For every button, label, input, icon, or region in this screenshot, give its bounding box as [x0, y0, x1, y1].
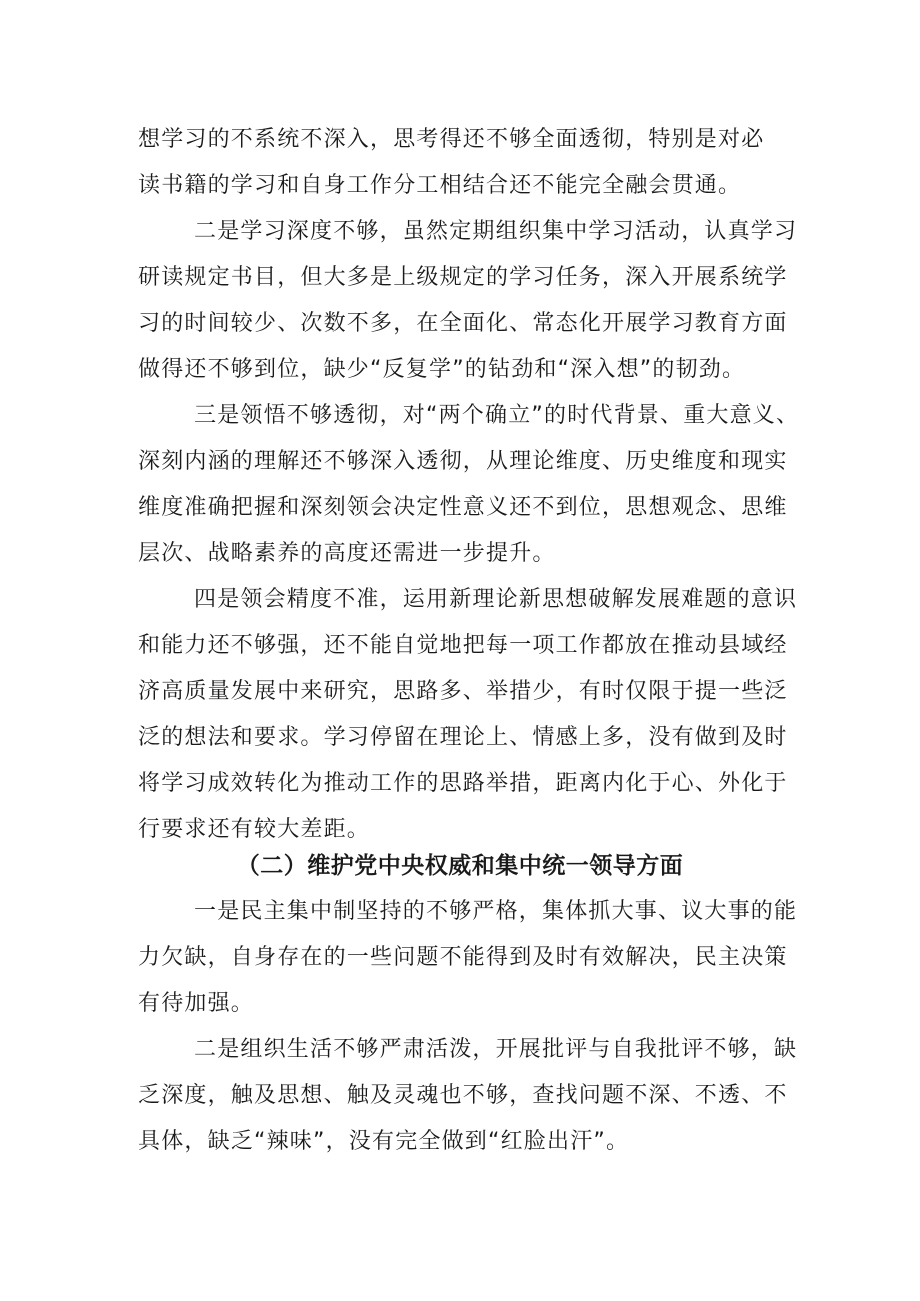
paragraph-1-line-2: 读书籍的学习和自身工作分工相结合还不能完全融会贯通。 [138, 173, 742, 198]
paragraph-3-line-2: 深刻内涵的理解还不够深入透彻，从理论维度、历史维度和现实 [138, 449, 788, 474]
paragraph-4-line-4: 泛的想法和要求。学习停留在理论上、情感上多，没有做到及时 [138, 725, 788, 750]
paragraph-4-line-5: 将学习成效转化为推动工作的思路举措，距离内化于心、外化于 [138, 771, 788, 796]
paragraph-6-line-2: 乏深度，触及思想、触及灵魂也不够，查找问题不深、不透、不 [138, 1083, 788, 1108]
paragraph-4-line-6: 行要求还有较大差距。 [138, 817, 371, 842]
paragraph-5-line-2: 力欠缺，自身存在的一些问题不能得到及时有效解决，民主决策 [138, 945, 788, 970]
paragraph-4-line-3: 济高质量发展中来研究，思路多、举措少，有时仅限于提一些泛 [138, 679, 788, 704]
paragraph-5-line-3: 有待加强。 [138, 991, 255, 1016]
paragraph-1-line-1: 想学习的不系统不深入，思考得还不够全面透彻，特别是对必 [138, 127, 765, 152]
paragraph-4-line-1: 四是领会精度不准，运用新理论新思想破解发展难题的意识 [194, 587, 798, 612]
paragraph-6-line-1: 二是组织生活不够严肃活泼，开展批评与自我批评不够，缺 [194, 1037, 798, 1062]
paragraph-6-line-3: 具体，缺乏“辣味”，没有完全做到“红脸出汗”。 [138, 1129, 630, 1154]
paragraph-2-line-4: 做得还不够到位，缺少“反复学”的钻劲和“深入想”的韧劲。 [138, 357, 746, 382]
section-heading: （二）维护党中央权威和集中统一领导方面 [236, 853, 684, 879]
paragraph-2-line-2: 研读规定书目，但大多是上级规定的学习任务，深入开展系统学 [138, 265, 788, 290]
paragraph-5-line-1: 一是民主集中制坚持的不够严格，集体抓大事、议大事的能 [194, 899, 798, 924]
paragraph-3-line-4: 层次、战略素养的高度还需进一步提升。 [138, 541, 556, 566]
paragraph-2-line-1: 二是学习深度不够，虽然定期组织集中学习活动，认真学习 [194, 219, 798, 244]
paragraph-3-line-1: 三是领悟不够透彻，对“两个确立”的时代背景、重大意义、 [194, 403, 800, 428]
paragraph-2-line-3: 习的时间较少、次数不多，在全面化、常态化开展学习教育方面 [138, 311, 788, 336]
paragraph-3-line-3: 维度准确把握和深刻领会决定性意义还不到位，思想观念、思维 [138, 495, 788, 520]
paragraph-4-line-2: 和能力还不够强，还不能自觉地把每一项工作都放在推动县域经 [138, 633, 788, 658]
